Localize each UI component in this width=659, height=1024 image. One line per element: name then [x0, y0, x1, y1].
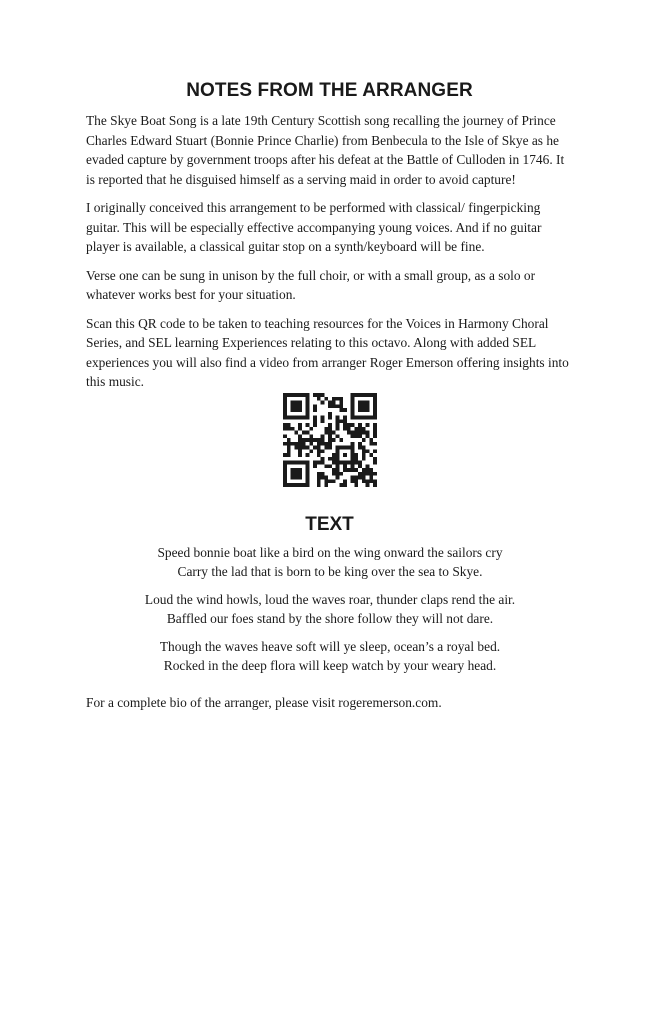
lyric-line: Carry the lad that is born to be king over the sea to Skye.: [177, 564, 483, 579]
notes-paragraph: Scan this QR code to be taken to teaching resources for the Voices in Harmony Choral Series, and SEL learning Experiences relating to this octavo. Along with added SEL experiences you will also find a video from arranger Roger Emerson offering insights into this music.: [86, 315, 569, 389]
qr-code-icon[interactable]: [283, 393, 377, 487]
lyrics-stanza: [60, 637, 600, 675]
lyric-line: Though the waves heave soft will ye sleep, ocean’s a royal bed.: [159, 639, 501, 654]
lyrics-stanza: [60, 590, 600, 628]
notes-title: NOTES FROM THE ARRANGER: [186, 80, 473, 101]
lyric-line: Speed bonnie boat like a bird on the wing onward the sailors cry: [157, 545, 503, 560]
lyrics: [60, 543, 600, 684]
notes-paragraph: I originally conceived this arrangement to be performed with classical/ fingerpicking guitar. This will be especially effective accompanying young voices. And if no guitar player is available, a classical guitar stop on a synth/keyboard will be fine.: [86, 200, 542, 254]
notes-body: [86, 111, 576, 401]
lyrics-stanza: [60, 543, 600, 581]
notes-paragraph: The Skye Boat Song is a late 19th Century Scottish song recalling the journey of Prince Charles Edward Stuart (Bonnie Prince Charlie) from Benbecula to the Isle of Skye as he evaded capture by government troops after his defeat at the Battle of Culloden in 1746. It is reported that he disguised himself as a serving maid in order to avoid capture!: [86, 113, 565, 187]
lyric-line: Baffled our foes stand by the shore follow they will not dare.: [166, 611, 494, 626]
notes-paragraph: Verse one can be sung in unison by the full choir, or with a small group, as a solo or whatever works best for your situation.: [86, 267, 536, 302]
text-section-title: TEXT: [305, 514, 354, 535]
lyric-line: Loud the wind howls, loud the waves roar, thunder claps rend the air.: [144, 592, 516, 607]
lyric-line: Rocked in the deep flora will keep watch by your weary head.: [163, 658, 497, 673]
arranger-bio-note: For a complete bio of the arranger, please visit rogeremerson.com.: [86, 695, 442, 710]
